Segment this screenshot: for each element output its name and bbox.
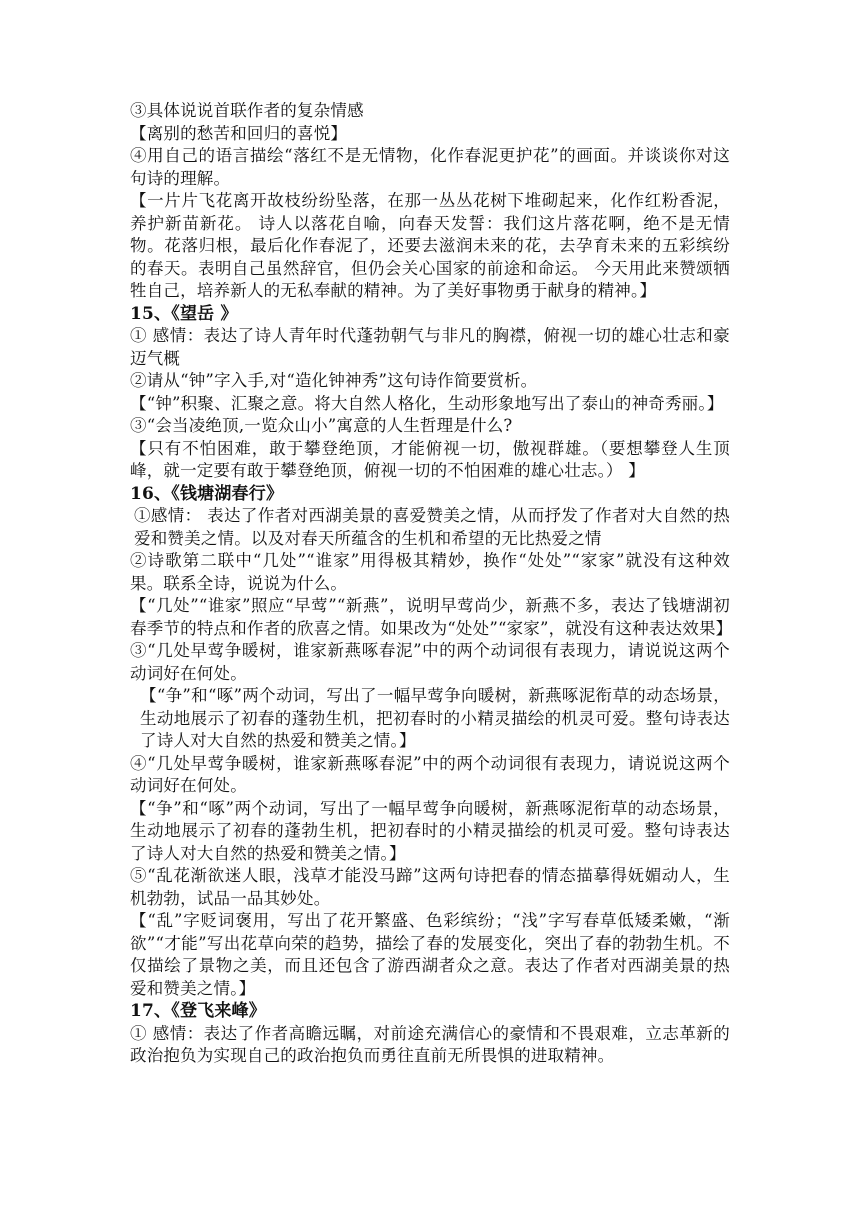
answer-16-3: 【“争”和“啄”两个动词，写出了一幅早莺争向暖树，新燕啄泥衔草的动态场景，生动地展示了初春的蓬勃生机，把初春时的小精灵描绘的机灵可爱。整句诗表达了诗人对大自然的热爱和赞美之情。】	[140, 686, 730, 750]
section-heading-17: 17、《登飞来峰》	[130, 1001, 266, 1021]
answer-3: 【离别的愁苦和回归的喜悦】	[130, 123, 348, 143]
question-16-3: ③“几处早莺争暖树，谁家新燕啄春泥”中的两个动词很有表现力，请说说这两个动词好在何处。	[130, 641, 730, 683]
question-16-4: ④“几处早莺争暖树，谁家新燕啄春泥”中的两个动词很有表现力，请说说这两个动词好在何处。	[130, 753, 730, 795]
question-15-2: ②请从“钟”字入手,对“造化钟神秀”这句诗作简要赏析。	[130, 371, 538, 390]
answer-16-4: 【“争”和“啄”两个动词，写出了一幅早莺争向暖树，新燕啄泥衔草的动态场景，生动地展示了初春的蓬勃生机，把初春时的小精灵描绘的机灵可爱。整句诗表达了诗人对大自然的热爱和赞美之情。】	[130, 798, 730, 863]
document-body	[130, 100, 733, 1068]
section-heading-15: 15、《望岳 》	[130, 303, 238, 324]
answer-16-5: 【“乱”字贬词褒用，写出了花开繁盛、色彩缤纷；“浅”字写春草低矮柔嫩，“渐欲”“才能”写出花草向荣的趋势，描绘了春的发展变化，突出了春的勃勃生机。不仅描绘了景物之美，而且还包含了游西湖者众之意。表达了作者对西湖美景的热爱和赞美之情。】	[130, 911, 730, 998]
emotion-16: ①感情： 表达了作者对西湖美景的喜爱赞美之情，从而抒发了作者对大自然的热爱和赞美之情。以及对春天所蕴含的生机和希望的无比热爱之情	[134, 506, 730, 548]
answer-15-2: 【“钟”积聚、汇聚之意。将大自然人格化，生动形象地写出了泰山的神奇秀丽。】	[130, 393, 724, 413]
emotion-15: ① 感情：表达了诗人青年时代蓬勃朝气与非凡的胸襟，俯视一切的雄心壮志和豪迈气概	[130, 326, 730, 368]
question-15-3: ③“会当凌绝顶,一览众山小”寓意的人生哲理是什么?	[130, 416, 513, 435]
section-heading-16: 16、《钱塘湖春行》	[130, 483, 284, 504]
emotion-17: ① 感情：表达了作者高瞻远瞩，对前途充满信心的豪情和不畏艰难，立志革新的政治抱负为实现自己的政治抱负而勇往直前无所畏惧的进取精神。	[130, 1023, 730, 1065]
answer-15-3: 【只有不怕困难，敢于攀登绝顶，才能俯视一切，傲视群雄。（要想攀登人生顶峰，就一定要有敢于攀登绝顶，俯视一切的不怕困难的雄心壮志。） 】	[130, 438, 730, 480]
question-4-describe: ④用自己的语言描绘“落红不是无情物，化作春泥更护花”的画面。并谈谈你对这句诗的理解。	[130, 146, 730, 188]
answer-4: 【一片片飞花离开故枝纷纷坠落，在那一丛丛花树下堆砌起来，化作红粉香泥，养护新苗新花。 诗人以落花自喻，向春天发誓：我们这片落花啊，绝不是无情物。花落归根，最后化作春泥了，还要去滋润未来的花，去孕育未来的五彩缤纷的春天。表明自己虽然辞官，但仍会关心国家的前途和命运。 今天用此来赞颂牺牲自己，培养新人的无私奉献的精神。为了美好事物勇于献身的精神。】	[130, 191, 730, 300]
answer-16-2: 【“几处”“谁家”照应“早莺”“新燕”，说明早莺尚少，新燕不多，表达了钱塘湖初春季节的特点和作者的欣喜之情。如果改为“处处”“家家”，就没有这种表达效果】	[130, 596, 733, 638]
question-16-2: ②诗歌第二联中“几处”“谁家”用得极其精妙，换作“处处”“家家”就没有这种效果。联系全诗，说说为什么。	[130, 551, 730, 593]
question-16-5: ⑤“乱花渐欲迷人眼，浅草才能没马蹄”这两句诗把春的情态描摹得妩媚动人，生机勃勃，试品一品其妙处。	[130, 866, 730, 908]
question-3-emotion: ③具体说说首联作者的复杂情感	[130, 101, 364, 120]
